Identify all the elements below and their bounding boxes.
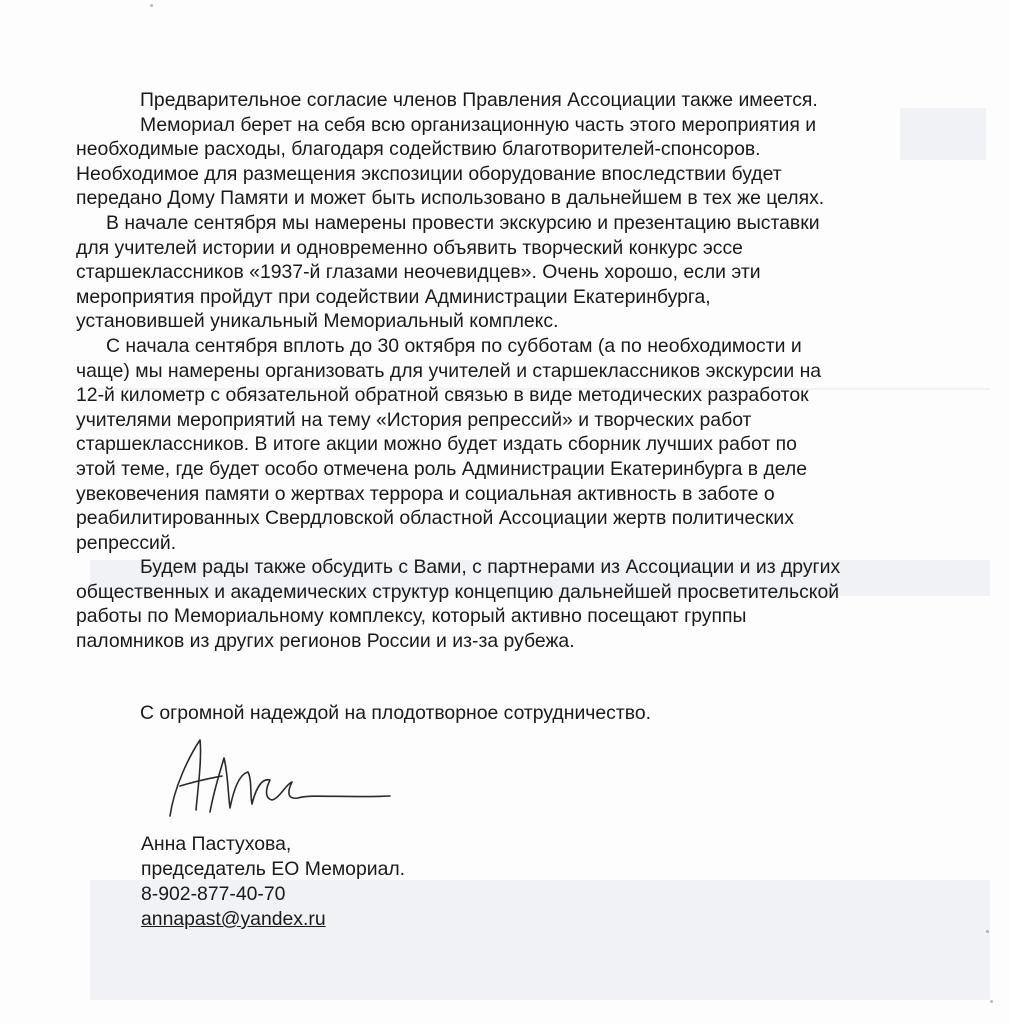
text-line: С начала сентября вплоть до 30 октября по субботам (а по необходимости и <box>106 334 802 357</box>
text-line: увековечения памяти о жертвах террора и социальная активность в заботе о <box>76 482 775 505</box>
text-line: Мемориал берет на себя всю организационную часть этого мероприятия и <box>140 113 817 136</box>
text-line: Будем рады также обсудить с Вами, с партнерами из Ассоциации и из других <box>140 556 841 579</box>
text-line: В начале сентября мы намерены провести экскурсию и презентацию выставки <box>106 211 820 234</box>
letter-body <box>76 88 946 654</box>
text-line: реабилитированных Свердловской областной Ассоциации жертв политических <box>76 507 794 530</box>
text-line: учителями мероприятий на тему «История репрессий» и творческих работ <box>76 408 752 431</box>
signatory-name: Анна Пастухова, <box>141 833 292 855</box>
text-line: Предварительное согласие членов Правления Ассоциации также имеется. <box>140 89 818 111</box>
text-line: старшеклассников. В итоге акции можно будет издать сборник лучших работ по <box>76 433 797 456</box>
text-line: этой теме, где будет особо отмечена роль Администрации Екатеринбурга в деле <box>76 457 808 480</box>
text-line: передано Дому Памяти и может быть использовано в дальнейшем в тех же целях. <box>76 187 825 210</box>
signatory-phone: 8-902-877-40-70 <box>141 883 286 905</box>
text-line: Необходимое для размещения экспозиции оборудование впоследствии будет <box>76 162 782 185</box>
text-line: установившей уникальный Мемориальный комплекс. <box>76 310 559 333</box>
text-line: чаще) мы намерены организовать для учителей и старшеклассников экскурсии на <box>76 359 822 382</box>
signatory-position: председатель ЕО Мемориал. <box>141 858 406 880</box>
paragraph-saturday-excursions <box>76 334 946 555</box>
scan-speck <box>150 4 153 7</box>
signature-block <box>141 832 405 932</box>
closing-line: С огромной надеждой на плодотворное сотрудничество. <box>140 702 652 724</box>
text-line: мероприятия пройдут при содействии Администрации Екатеринбурга, <box>76 285 711 308</box>
text-line: для учителей истории и одновременно объявить творческий конкурс эссе <box>76 236 743 259</box>
text-line: необходимые расходы, благодаря содействию благотворителей-спонсоров. <box>76 138 761 161</box>
text-line: старшеклассников «1937-й глазами неочевидцев». Очень хорошо, если эти <box>76 261 761 284</box>
signatory-email-link[interactable]: annapast@yandex.ru <box>141 908 326 930</box>
paragraph-organization <box>76 113 946 211</box>
paragraph-approval <box>76 88 946 113</box>
text-line: общественных и академических структур концепцию дальнейшей просветительской <box>76 580 840 603</box>
scan-speck <box>986 930 989 933</box>
handwritten-signature <box>140 728 400 828</box>
paragraph-discussion <box>76 555 946 653</box>
text-line: паломников из других регионов России и из-за рубежа. <box>76 630 575 653</box>
paragraph-september-excursion <box>76 211 946 334</box>
text-line: репрессий. <box>76 531 177 554</box>
scan-speck <box>990 1000 993 1003</box>
text-line: 12-й километр с обязательной обратной связью в виде методических разработок <box>76 384 809 407</box>
text-line: работы по Мемориальному комплексу, который активно посещают группы <box>76 605 747 628</box>
